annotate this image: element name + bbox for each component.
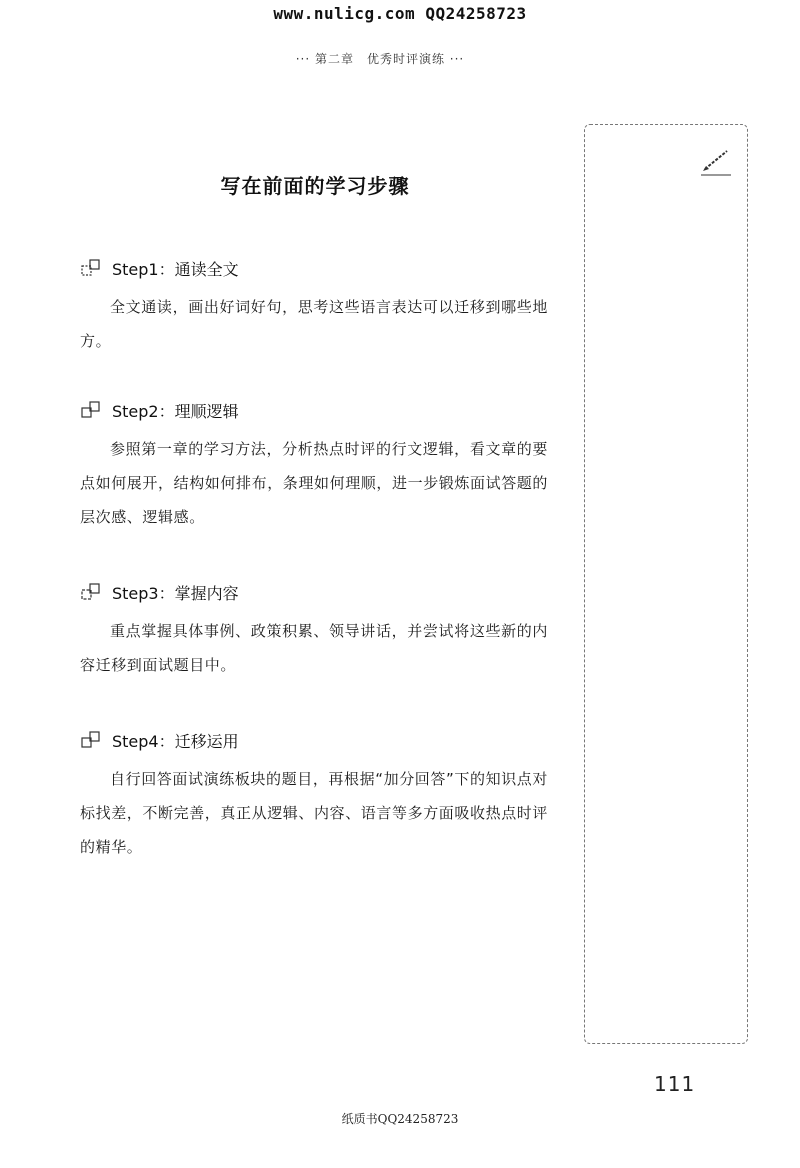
step-1	[80, 256, 548, 358]
running-header: ··· 第二章 优秀时评演练 ···	[295, 52, 465, 66]
page-title: 写在前面的学习步骤	[220, 174, 410, 198]
step-icon	[80, 400, 106, 420]
step-1-body: 全文通读，画出好词好句，思考这些语言表达可以迁移到哪些地方。	[80, 298, 548, 350]
step-3-heading	[80, 580, 548, 604]
watermark-bottom: 纸质书QQ24258723	[341, 1112, 459, 1126]
step-3-body: 重点掌握具体事例、政策积累、领导讲话，并尝试将这些新的内容迁移到面试题目中。	[80, 622, 548, 674]
step-2-heading	[80, 398, 548, 422]
step-2-label: Step2：理顺逻辑	[112, 401, 239, 421]
step-4-body: 自行回答面试演练板块的题目，再根据“加分回答”下的知识点对标找差，不断完善，真正从逻辑、内容、语言等多方面吸收热点时评的精华。	[80, 770, 549, 856]
pen-icon	[697, 145, 733, 177]
step-icon	[80, 258, 106, 278]
step-icon	[80, 582, 106, 602]
step-2-body: 参照第一章的学习方法，分析热点时评的行文逻辑，看文章的要点如何展开，结构如何排布，条理如何理顺，进一步锻炼面试答题的层次感、逻辑感。	[80, 440, 549, 526]
step-1-label: Step1：通读全文	[112, 259, 239, 279]
watermark-top: www.nulicg.com QQ24258723	[273, 4, 527, 23]
step-3	[80, 580, 548, 682]
step-1-heading	[80, 256, 548, 280]
step-4	[80, 728, 548, 864]
step-2	[80, 398, 548, 534]
notes-panel	[584, 124, 748, 1044]
page-number: 111	[654, 1072, 696, 1096]
step-4-label: Step4：迁移运用	[112, 731, 239, 751]
step-3-label: Step3：掌握内容	[112, 583, 239, 603]
step-4-heading	[80, 728, 548, 752]
step-icon	[80, 730, 106, 750]
